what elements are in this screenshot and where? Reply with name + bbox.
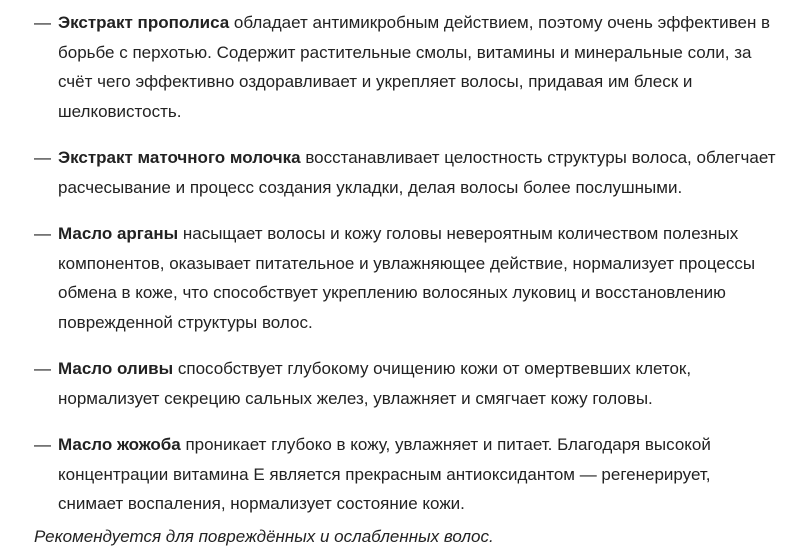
ingredient-name: Масло оливы (58, 359, 174, 378)
list-item (0, 219, 800, 337)
dash-bullet: — (34, 224, 51, 243)
list-item (0, 430, 800, 519)
ingredient-name: Экстракт маточного молочка (58, 148, 301, 167)
dash-bullet: — (34, 359, 51, 378)
dash-bullet: — (34, 435, 51, 454)
list-item (0, 143, 800, 202)
list-item (0, 354, 800, 413)
ingredient-name: Экстракт прополиса (58, 13, 230, 32)
ingredient-description: способствует глубокому очищению кожи от омертвевших клеток, нормализует секрецию сальных желез, увлажняет и смягчает кожу головы. (58, 359, 692, 408)
ingredient-description: восстанавливает целостность структуры волоса, облегчает расчесывание и процесс создания укладки, делая волосы более послушными. (58, 148, 776, 197)
dash-bullet: — (34, 13, 51, 32)
ingredient-description: проникает глубоко в кожу, увлажняет и питает. Благодаря высокой концентрации витамина Е является прекрасным антиоксидантом — регенерирует, снимает воспаления, нормализует состояние кожи. (58, 435, 711, 513)
ingredient-name: Масло арганы (58, 224, 179, 243)
ingredient-description: насыщает волосы и кожу головы невероятным количеством полезных компонентов, оказывает питательное и увлажняющее действие, нормализует процессы обмена в коже, что способствует укреплению волосяных луковиц и восстановлению поврежденной структуры волос. (58, 224, 756, 332)
recommendation-note: Рекомендуется для повреждённых и ослабленных волос. (34, 527, 494, 546)
ingredient-description: обладает антимикробным действием, поэтому очень эффективен в борьбе с перхотью. Содержит растительные смолы, витамины и минеральные соли, за счёт чего эффективно оздоравливает и укрепляет волосы, придавая им блеск и шелковистость. (58, 13, 771, 121)
ingredient-name: Масло жожоба (58, 435, 181, 454)
dash-bullet: — (34, 148, 51, 167)
list-item (0, 0, 800, 126)
